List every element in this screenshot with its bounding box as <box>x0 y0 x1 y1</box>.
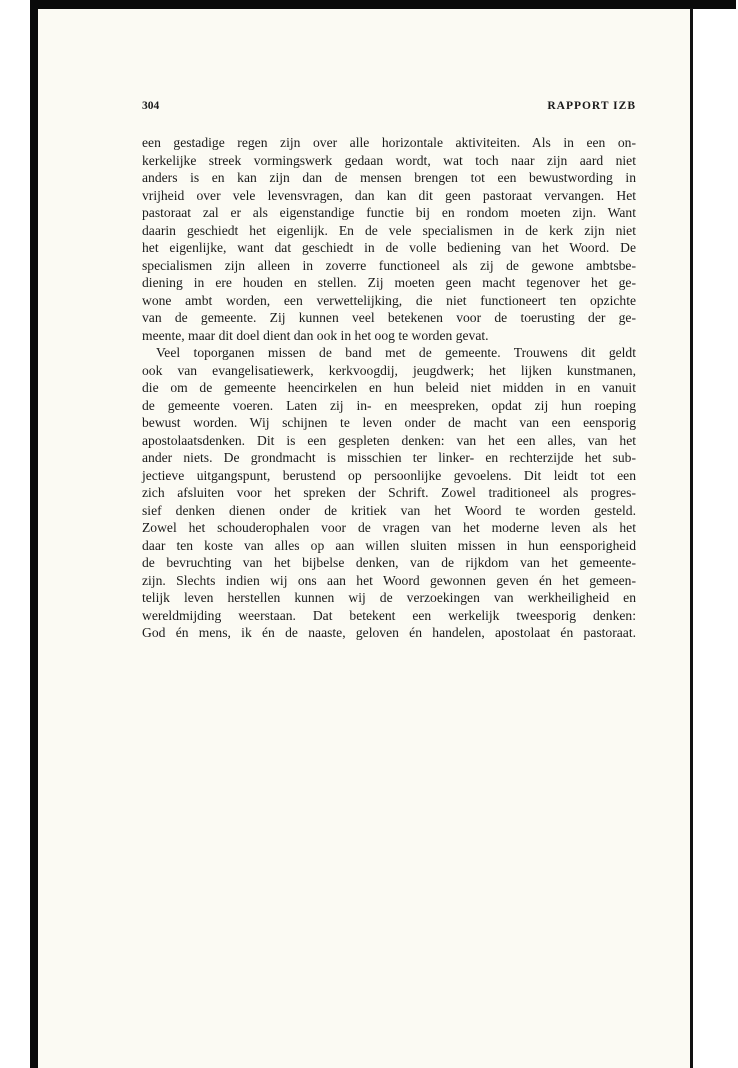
text-line: anders is en kan zijn dan de mensen brengen tot een bewustwording in <box>142 170 636 185</box>
body-text <box>142 134 636 642</box>
text-line: vrijheid over vele levensvragen, dan kan dit geen pastoraat vervangen. Het <box>142 187 636 203</box>
paragraph-last-line: God én mens, ik én de naaste, geloven én handelen, apostolaat én pastoraat. <box>142 625 636 640</box>
page-number: 304 <box>142 100 160 112</box>
text-line: die om de gemeente heencirkelen en hun beleid niet midden in en vanuit <box>142 380 636 395</box>
text-line: Zowel het schouderophalen voor de vragen van het moderne leven als het <box>142 520 636 535</box>
text-line: daarin geschiedt het eigenlijk. En de vele specialismen in de kerk zijn niet <box>142 222 636 238</box>
scan-border-top <box>30 0 736 9</box>
text-line: sief denken dienen onder de kritiek van het Woord te worden gesteld. <box>142 502 636 518</box>
scan-border-left <box>30 0 38 1068</box>
text-line: wereldmijding weerstaan. Dat betekent een werkelijk tweesporig denken: <box>142 607 636 623</box>
text-line: bewust worden. Wij schijnen te leven onder de macht van een eensporig <box>142 415 636 430</box>
text-line: apostolaatsdenken. Dit is een gespleten denken: van het een alles, van het <box>142 432 636 448</box>
text-line: kerkelijke streek vormingswerk gedaan wordt, wat toch naar zijn aard niet <box>142 152 636 168</box>
text-line: diening in ere houden en stellen. Zij moeten geen macht tegenover het ge- <box>142 275 636 290</box>
text-line: telijk leven herstellen kunnen wij de verzoekingen van werkheiligheid en <box>142 590 636 605</box>
text-line: pastoraat zal er als eigenstandige functie bij en rondom moeten zijn. Want <box>142 205 636 220</box>
text-line: een gestadige regen zijn over alle horizontale aktiviteiten. Als in een on- <box>142 135 636 150</box>
text-line: specialismen zijn alleen in zoverre functioneel als zij de gewone ambtsbe- <box>142 257 636 273</box>
text-line: zich afsluiten voor het spreken der Schrift. Zowel traditioneel als progres- <box>142 485 636 500</box>
text-line: de bevruchting van het bijbelse denken, van de rijkdom van het gemeente- <box>142 555 636 570</box>
scan-border-right <box>690 8 693 1068</box>
text-line: de gemeente voeren. Laten zij in- en meespreken, opdat zij hun roeping <box>142 397 636 413</box>
text-line: ook van evangelisatiewerk, kerkvoogdij, jeugdwerk; het lijken kunstmanen, <box>142 362 636 378</box>
text-line: jectieve uitgangspunt, berustend op persoonlijke gevoelens. Dit leidt tot een <box>142 467 636 483</box>
text-line: wone ambt worden, een verwettelijking, die niet functioneert ten opzichte <box>142 292 636 308</box>
running-title: RAPPORT IZB <box>547 100 636 112</box>
paragraph-first-line: Veel toporganen missen de band met de gemeente. Trouwens dit geldt <box>156 345 636 360</box>
text-line: ander niets. De grondmacht is misschien ter linker- en rechterzijde het sub- <box>142 450 636 465</box>
text-line: van de gemeente. Zij kunnen veel betekenen voor de toerusting der ge- <box>142 310 636 325</box>
text-line: het eigenlijke, want dat geschiedt in de volle bediening van het Woord. De <box>142 240 636 255</box>
running-head <box>142 100 636 116</box>
text-line: zijn. Slechts indien wij ons aan het Woord gewonnen geven én het gemeen- <box>142 572 636 588</box>
paragraph-last-line: meente, maar dit doel dient dan ook in het oog te worden gevat. <box>142 327 489 343</box>
text-line: daar ten koste van alles op aan willen sluiten missen in hun eensporigheid <box>142 537 636 553</box>
